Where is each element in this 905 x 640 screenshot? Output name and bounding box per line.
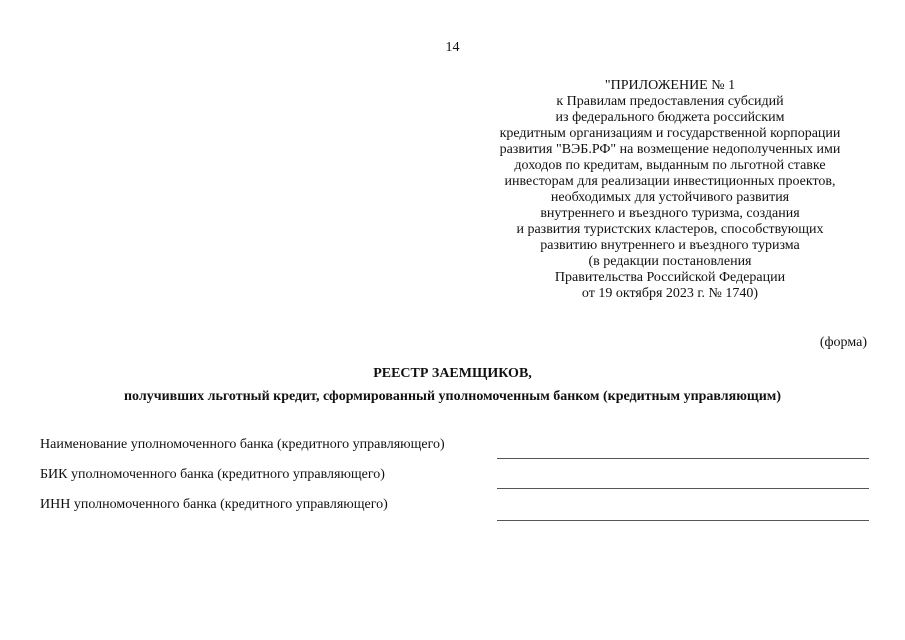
document-title: РЕЕСТР ЗАЕМЩИКОВ, — [373, 366, 532, 381]
appendix-line: и развития туристских кластеров, способствующих — [516, 222, 824, 237]
inn-field[interactable] — [497, 520, 869, 521]
appendix-line: кредитным организациям и государственной корпорации — [499, 126, 841, 141]
appendix-line: внутреннего и въездного туризма, создания — [540, 206, 800, 221]
appendix-line: необходимых для устойчивого развития — [550, 190, 790, 205]
page-number: 14 — [445, 40, 460, 55]
appendix-line: инвесторам для реализации инвестиционных проектов, — [504, 174, 836, 189]
bik-field[interactable] — [497, 488, 869, 489]
appendix-line: (в редакции постановления — [588, 254, 752, 269]
inn-label: ИНН уполномоченного банка (кредитного управляющего) — [40, 497, 388, 512]
document-subtitle: получивших льготный кредит, сформированный уполномоченным банком (кредитным управляющим) — [123, 389, 782, 404]
appendix-line: доходов по кредитам, выданным по льготной ставке — [514, 158, 826, 173]
appendix-line: развития "ВЭБ.РФ" на возмещение недополученных ими — [499, 142, 841, 157]
appendix-line: к Правилам предоставления субсидий — [556, 94, 784, 109]
appendix-heading-block — [470, 78, 870, 302]
bank-name-field[interactable] — [497, 458, 869, 459]
bank-name-label: Наименование уполномоченного банка (кредитного управляющего) — [40, 437, 445, 452]
appendix-line: "ПРИЛОЖЕНИЕ № 1 — [604, 78, 736, 93]
appendix-line: Правительства Российской Федерации — [554, 270, 786, 285]
appendix-line: из федерального бюджета российским — [555, 110, 785, 125]
bik-label: БИК уполномоченного банка (кредитного управляющего) — [40, 467, 385, 482]
appendix-line: от 19 октября 2023 г. № 1740) — [581, 286, 759, 301]
appendix-line: развитию внутреннего и въездного туризма — [540, 238, 800, 253]
form-label: (форма) — [819, 335, 867, 350]
